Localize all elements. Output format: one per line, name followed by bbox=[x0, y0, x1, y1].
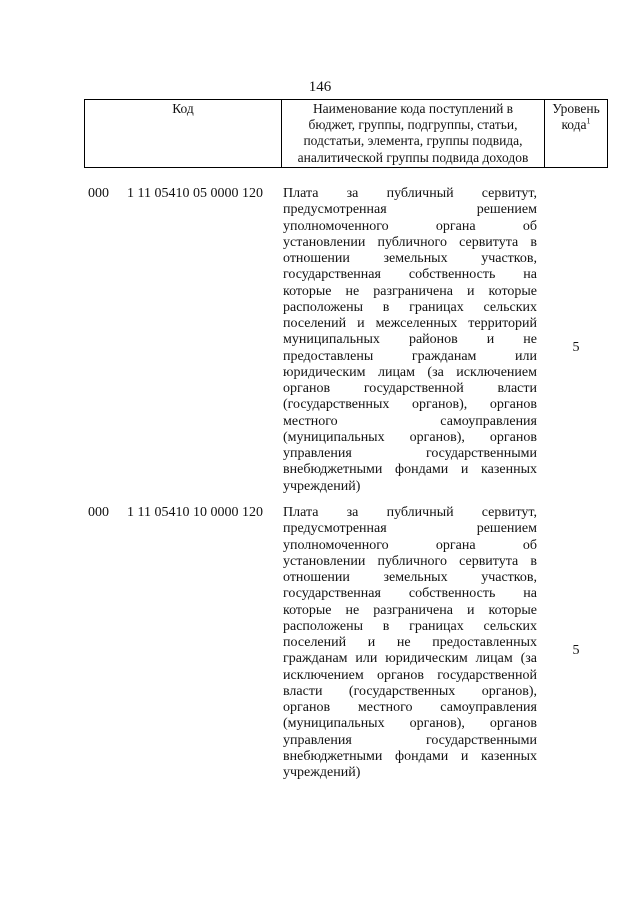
description-line: учреждений) bbox=[283, 478, 361, 494]
description-line: власти (государственных органов), bbox=[283, 683, 537, 699]
description-line: органов местного самоуправления bbox=[283, 700, 537, 715]
description-line: юридическим лицам (за исключением bbox=[283, 364, 537, 380]
header-name-line: подстатьи, элемента, группы подвида, bbox=[303, 133, 523, 149]
header-name-line: Наименование кода поступлений в bbox=[312, 101, 514, 116]
description-line: которые не разграничена и которые bbox=[283, 602, 537, 618]
description-line: отношении земельных участков, bbox=[283, 570, 537, 585]
description-line: Плата за публичный сервитут, bbox=[283, 186, 537, 201]
description-line: расположены в границах сельских bbox=[283, 299, 537, 315]
description-line: поселений и межселенных территорий bbox=[283, 316, 537, 331]
description-line: предусмотренная решением bbox=[283, 202, 537, 218]
description-line: Плата за публичный сервитут, bbox=[283, 505, 537, 520]
header-code-label: Код bbox=[172, 101, 194, 116]
description-line: (государственных органов), органов bbox=[283, 397, 537, 413]
header-code-cell bbox=[85, 100, 282, 168]
income-code: 1 11 05410 05 0000 120 bbox=[127, 186, 263, 201]
description-line: расположены в границах сельских bbox=[283, 618, 537, 634]
description-line: установлении публичного сервитута в bbox=[283, 553, 537, 569]
description-line: учреждений) bbox=[283, 765, 361, 780]
table-header bbox=[84, 99, 608, 168]
header-level-line1: Уровень bbox=[552, 101, 600, 116]
description-line: отношении земельных участков, bbox=[283, 251, 537, 266]
header-level-line2 bbox=[547, 117, 605, 133]
header-level-text: кода bbox=[561, 117, 587, 133]
description-line: внебюджетными фондами и казенных bbox=[283, 462, 537, 478]
income-code: 1 11 05410 10 0000 120 bbox=[127, 505, 263, 520]
page-number: 146 bbox=[308, 79, 332, 95]
admin-code: 000 bbox=[88, 505, 109, 520]
description-line: предоставлены гражданам или bbox=[283, 348, 537, 364]
description-line: внебюджетными фондами и казенных bbox=[283, 748, 537, 764]
description-line: государственная собственность на bbox=[283, 267, 537, 283]
description-line: которые не разграничена и которые bbox=[283, 283, 537, 299]
header-name-line: аналитической группы подвида доходов bbox=[297, 149, 529, 165]
description-line: установлении публичного сервитута в bbox=[283, 234, 537, 250]
income-description bbox=[283, 186, 537, 495]
description-line: (муниципальных органов), органов bbox=[283, 716, 537, 732]
income-description bbox=[283, 505, 537, 781]
code-level: 5 bbox=[572, 643, 580, 658]
code-level: 5 bbox=[572, 340, 580, 355]
description-line: гражданам или юридическим лицам (за bbox=[283, 651, 537, 667]
header-name-line: бюджет, группы, подгруппы, статьи, bbox=[308, 117, 518, 133]
description-line: (муниципальных органов), органов bbox=[283, 429, 537, 445]
description-line: муниципальных районов и не bbox=[283, 332, 537, 348]
description-line: исключением органов государственной bbox=[283, 667, 537, 683]
description-line: уполномоченного органа об bbox=[283, 537, 537, 553]
header-name-cell bbox=[282, 100, 545, 168]
description-line: государственная собственность на bbox=[283, 586, 537, 602]
description-line: поселений и не предоставленных bbox=[283, 635, 537, 650]
footnote-marker: 1 bbox=[586, 116, 591, 126]
description-line: управления государственными bbox=[283, 732, 537, 748]
admin-code: 000 bbox=[88, 186, 109, 201]
description-line: управления государственными bbox=[283, 446, 537, 461]
description-line: предусмотренная решением bbox=[283, 521, 537, 537]
header-level-cell bbox=[545, 100, 608, 168]
description-line: местного самоуправления bbox=[283, 413, 537, 429]
description-line: уполномоченного органа об bbox=[283, 218, 537, 234]
description-line: органов государственной власти bbox=[283, 381, 537, 396]
